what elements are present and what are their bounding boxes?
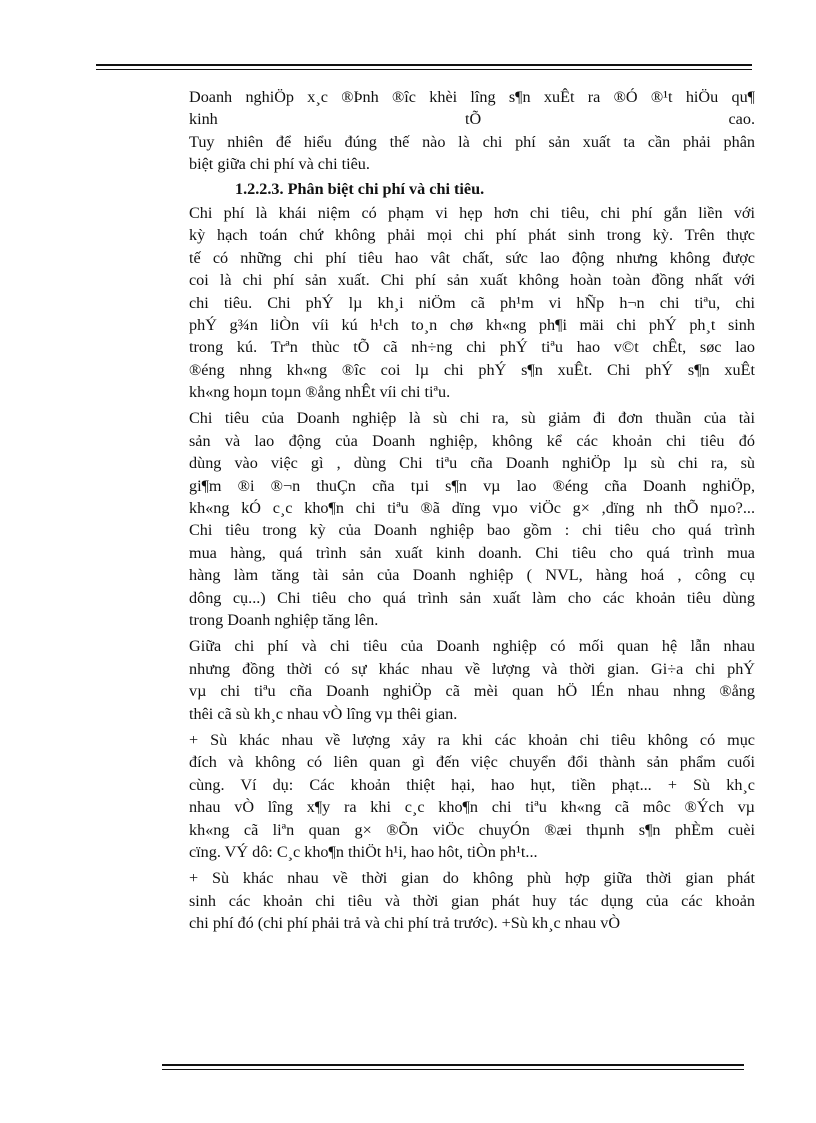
text-line: + Sù khác nhau về lượng xảy ra khi các khoản chi tiêu không có mục: [189, 730, 755, 749]
text-line: biệt giữa chi phí và chi tiêu.: [189, 155, 370, 174]
text-line: cïng. VÝ dô: C¸c kho¶n thiÖt h¹i, hao hôt, tiÒn ph¹t...: [189, 842, 538, 861]
text-line: nhau vÒ lîng x¶y ra khi c¸c kho¶n chi tiªu kh«ng cã môc ®Ých vµ: [189, 798, 755, 817]
text-line: ®éng nhng kh«ng ®îc coi lµ chi phÝ s¶n xuÊt. Chi phÝ s¶n xuÊt: [189, 360, 755, 379]
text-line: trong kú. Trªn thùc tÕ cã nh÷ng chi phÝ tiªu hao v©t chÊt, søc lao: [189, 338, 755, 357]
text-line: Doanh nghiÖp x¸c ®Þnh ®îc khèi lîng s¶n xuÊt ra ®Ó ®¹t hiÖu qu¶: [189, 88, 755, 106]
text-line: mua hàng, quá trình sản xuất kinh doanh. Chi tiêu cho quá trình mua: [189, 543, 755, 562]
text-line: Chi phí là khái niệm có phạm vi hẹp hơn chi tiêu, chi phí gắn liền với: [189, 203, 755, 222]
text-line: Giữa chi phí và chi tiêu của Doanh nghiệp có mối quan hệ lẫn nhau: [189, 637, 755, 656]
text-line: thêi cã sù kh¸c nhau vÒ lîng vµ thêi gian.: [189, 704, 458, 723]
text-line: nhưng đồng thời có sự khác nhau về lượng và thời gian. Gi÷a chi phÝ: [189, 659, 755, 678]
text-line: + Sù khác nhau về thời gian do không phù hợp giữa thời gian phát: [189, 869, 755, 888]
section-heading: 1.2.2.3. Phân biệt chi phí và chi tiêu.: [235, 179, 485, 198]
text-line: trong Doanh nghiệp tăng lên.: [189, 610, 379, 629]
text-line: kh«ng hoµn toµn ®ång nhÊt víi chi tiªu.: [189, 383, 451, 402]
text-line: Chi tiêu của Doanh nghiệp là sù chi ra, sù giảm đi đơn thuần của tài: [189, 409, 755, 428]
text-line: cùng. Ví dụ: Các khoản thiệt hại, hao hụt, tiền phạt... + Sù kh¸c: [189, 775, 755, 794]
text-line: kỳ hạch toán chứ không phải mọi chi phí phát sinh trong kỳ. Trên thực: [189, 226, 755, 245]
text-line: vµ chi tiªu cña Doanh nghiÖp cã mèi quan hÖ lÉn nhau nhng ®ång: [189, 682, 755, 701]
text-line: đích và không có liên quan gì đến việc chuyển đổi thành sản phẩm cuối: [189, 753, 755, 772]
text-line: hàng làm tăng tài sản của Doanh nghiệp ( NVL, hàng hoá , công cụ: [189, 566, 755, 585]
text-line: dùng vào việc gì , dùng Chi tiªu cña Doanh nghiÖp lµ sù chi ra, sù: [189, 454, 755, 473]
bottom-rule: [162, 1064, 744, 1070]
document-body: [189, 86, 755, 934]
text-line: Chi tiêu trong kỳ của Doanh nghiệp bao gồm : chi tiêu cho quá trình: [189, 521, 755, 540]
text-line: chi tiêu. Chi phÝ lµ kh¸i niÖm cã ph¹m vi hÑp h¬n chi tiªu, chi: [189, 293, 755, 312]
text-line: sản và lao động của Doanh nghiệp, không kể các khoản chi tiêu đó: [189, 431, 755, 450]
text-line: Tuy nhiên để hiểu đúng thế nào là chi phí sản xuất ta cần phải phân: [189, 132, 755, 151]
top-rule: [96, 64, 752, 70]
text-line: gi¶m ®i ®¬n thuÇn cña tµi s¶n vµ lao ®éng cña Doanh nghiÖp,: [189, 476, 755, 495]
text-line: tế có những chi phí tiêu hao vât chất, sức lao động nhưng không được: [189, 248, 755, 267]
text-line: sinh các khoản chi tiêu và thời gian phát huy tác dụng của các khoản: [189, 891, 755, 910]
text-line: kh«ng kÓ c¸c kho¶n chi tiªu ®ã dïng vµo viÖc g× ,dïng nh thÕ nµo?...: [189, 499, 755, 518]
text-line: kh«ng cã liªn quan g× ®Õn viÖc chuyÓn ®æi thµnh s¶n phÈm cuèi: [189, 820, 755, 839]
text-line: dông cụ...) Chi tiêu cho quá trình sản xuất làm cho các khoản tiêu dùng: [189, 588, 755, 607]
text-line: coi là chi phí sản xuất. Chi phí sản xuất không hoàn toàn đồng nhất với: [189, 271, 755, 290]
text-line: phÝ g¾n liÒn víi kú h¹ch to¸n chø kh«ng ph¶i mäi chi phÝ ph¸t sinh: [189, 315, 755, 334]
text-line: kinh tÕ cao.: [189, 110, 755, 129]
text-line: chi phí đó (chi phí phải trả và chi phí trả trước). +Sù kh¸c nhau vÒ: [189, 914, 621, 933]
